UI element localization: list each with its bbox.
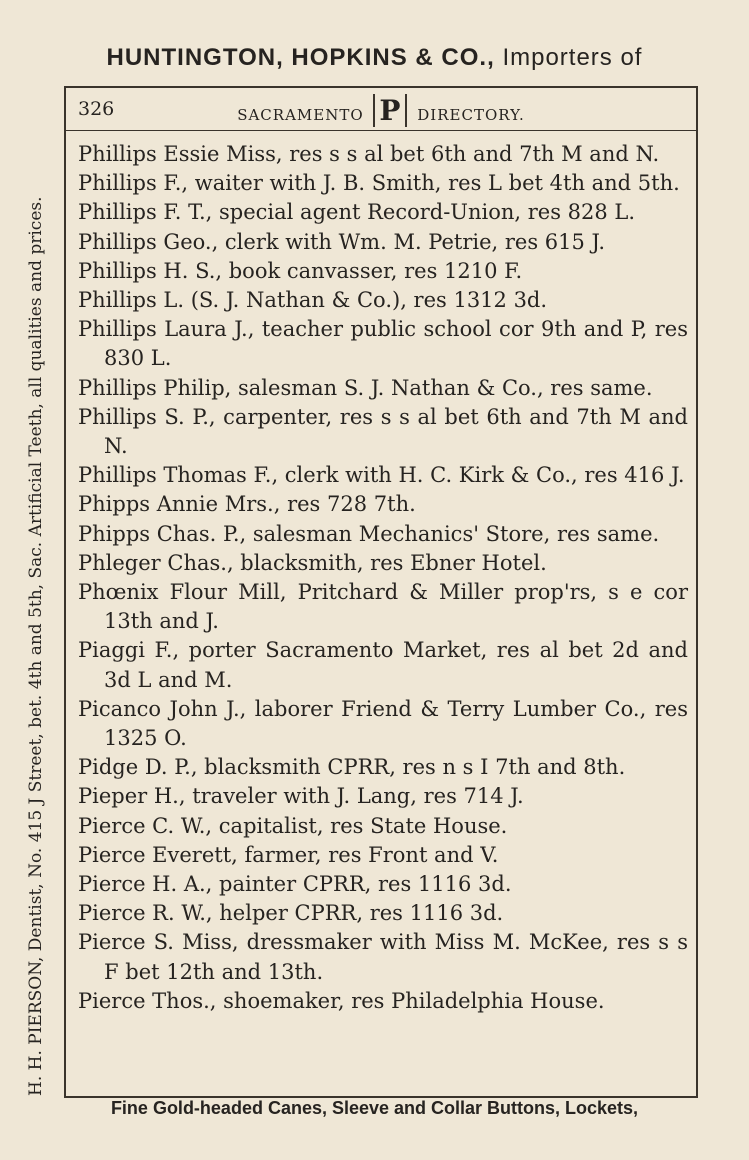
bottom-advertisement: Fine Gold-headed Canes, Sleeve and Collar Buttons, Lockets, bbox=[110, 1098, 639, 1118]
directory-entry: Phillips Thomas F., clerk with H. C. Kirk & Co., res 416 J. bbox=[78, 463, 685, 488]
directory-entry: Phipps Annie Mrs., res 728 7th. bbox=[78, 492, 416, 517]
directory-entry: Phipps Chas. P., salesman Mechanics' Store, res same. bbox=[78, 521, 660, 546]
directory-entry: Pierce C. W., capitalist, res State House. bbox=[78, 813, 508, 838]
directory-entry: Phillips Essie Miss, res s s al bet 6th and 7th M and N. bbox=[78, 142, 660, 166]
directory-entry: Pierce Thos., shoemaker, res Philadelphia House. bbox=[78, 988, 605, 1013]
directory-entry: Phillips F. T., special agent Record-Union, res 828 L. bbox=[78, 200, 636, 225]
directory-entry: Phillips Philip, salesman S. J. Nathan & Co., res same. bbox=[78, 375, 653, 400]
advertiser-name: HUNTINGTON, HOPKINS & CO., bbox=[106, 44, 495, 71]
directory-entry: Phillips Geo., clerk with Wm. M. Petrie, res 615 J. bbox=[78, 229, 606, 254]
running-head-left: SACRAMENTO bbox=[237, 106, 364, 124]
page-header bbox=[66, 90, 696, 131]
directory-entry: Phleger Chas., blacksmith, res Ebner Hotel. bbox=[78, 550, 547, 575]
advertiser-tagline: Importers of bbox=[502, 44, 643, 71]
running-head bbox=[66, 94, 696, 127]
directory-entry: Pierce H. A., painter CPRR, res 1116 3d. bbox=[78, 872, 512, 897]
top-advertisement bbox=[0, 44, 749, 72]
directory-entry: Phœnix Flour Mill, Pritchard & Miller prop'rs, s e cor 13th and J. bbox=[78, 580, 688, 634]
directory-entry: Pieper H., traveler with J. Lang, res 714 J. bbox=[78, 784, 524, 809]
directory-entry: Phillips L. (S. J. Nathan & Co.), res 1312 3d. bbox=[78, 288, 548, 313]
directory-entry: Piaggi F., porter Sacramento Market, res al bet 2d and 3d L and M. bbox=[78, 638, 688, 692]
directory-entry: Pierce S. Miss, dressmaker with Miss M. McKee, res s s F bet 12th and 13th. bbox=[78, 930, 688, 984]
directory-entry: Phillips Laura J., teacher public school cor 9th and P, res 830 L. bbox=[78, 317, 688, 371]
directory-entry: Picanco John J., laborer Friend & Terry Lumber Co., res 1325 O. bbox=[78, 696, 688, 751]
side-advertisement: H. H. PIERSON, Dentist, No. 415 J Street, bet. 4th and 5th, Sac. Artificial Teeth, all qualities and prices. bbox=[26, 196, 46, 1096]
directory-entry: Pidge D. P., blacksmith CPRR, res n s I 7th and 8th. bbox=[78, 755, 626, 780]
directory-entries bbox=[78, 140, 688, 1016]
directory-entry: Pierce Everett, farmer, res Front and V. bbox=[78, 842, 499, 867]
page-number: 326 bbox=[78, 98, 115, 120]
directory-entry: Phillips S. P., carpenter, res s s al bet 6th and 7th M and N. bbox=[78, 404, 688, 459]
running-head-right: DIRECTORY. bbox=[417, 106, 525, 124]
directory-entry: Phillips H. S., book canvasser, res 1210 F. bbox=[78, 258, 523, 283]
section-letter: P bbox=[373, 94, 407, 127]
directory-entry: Phillips F., waiter with J. B. Smith, res L bet 4th and 5th. bbox=[78, 171, 680, 196]
directory-entry: Pierce R. W., helper CPRR, res 1116 3d. bbox=[78, 901, 504, 926]
